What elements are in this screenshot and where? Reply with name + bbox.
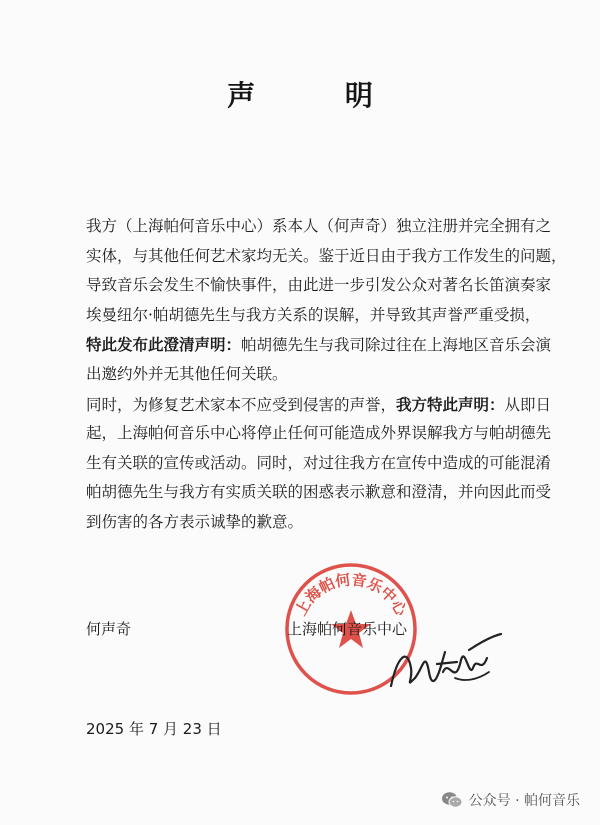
statement-body xyxy=(86,212,567,538)
wechat-icon xyxy=(441,791,463,809)
paragraph1-line5 xyxy=(86,330,552,360)
paragraph1-line6: 出邀约外并无其他任何关联。 xyxy=(86,364,288,383)
document-title: 声 明 xyxy=(227,79,413,112)
paragraph2-line2: 起，上海帕何音乐中心将停止任何可能造成外界误解我方与帕胡德先 xyxy=(86,424,552,443)
paragraph2-line4: 帕胡德先生与我方有实质关联的困惑表示歉意和澄清，并向因此而受 xyxy=(86,483,552,502)
document-date: 2025 年 7 月 23 日 xyxy=(86,720,222,738)
handwritten-signature xyxy=(385,628,505,698)
signatory-person: 何声奇 xyxy=(86,620,132,638)
paragraph2-line1 xyxy=(86,390,552,420)
paragraph1-line1: 我方（上海帕何音乐中心）系本人（何声奇）独立注册并完全拥有之 xyxy=(86,217,552,235)
paragraph1-line5-rest: 帕胡德先生与我司除过往在上海地区音乐会演 xyxy=(241,336,552,355)
paragraph2-line3: 生有关联的宣传或活动。同时，对过往我方在宣传中造成的可能混淆 xyxy=(86,453,552,472)
paragraph2-line1-post: 从即日 xyxy=(504,395,552,414)
paragraph2-line1-pre: 同时，为修复艺术家本不应受到侵害的声誉， xyxy=(86,395,397,414)
wechat-watermark xyxy=(441,790,580,810)
paragraph1-line2: 实体，与其他任何艺术家均无关。鉴于近日由于我方工作发生的问题， xyxy=(86,246,567,265)
signatory-organization: 上海帕何音乐中心 xyxy=(287,620,408,638)
declaration-heading: 我方特此声明： xyxy=(396,394,505,414)
watermark-text: 公众号 · 帕何音乐 xyxy=(468,793,580,809)
clarification-heading: 特此发布此澄清声明： xyxy=(86,335,242,355)
paragraph1-line4: 埃曼纽尔·帕胡德先生与我方关系的误解，并导致其声誉严重受损， xyxy=(86,305,541,324)
seal-text: 上海帕何音乐中心 xyxy=(291,570,411,619)
paragraph1-line3: 导致音乐会发生不愉快事件，由此进一步引发公众对著名长笛演奏家 xyxy=(86,276,552,295)
paragraph2-line5: 到伤害的各方表示诚挚的歉意。 xyxy=(86,512,304,531)
